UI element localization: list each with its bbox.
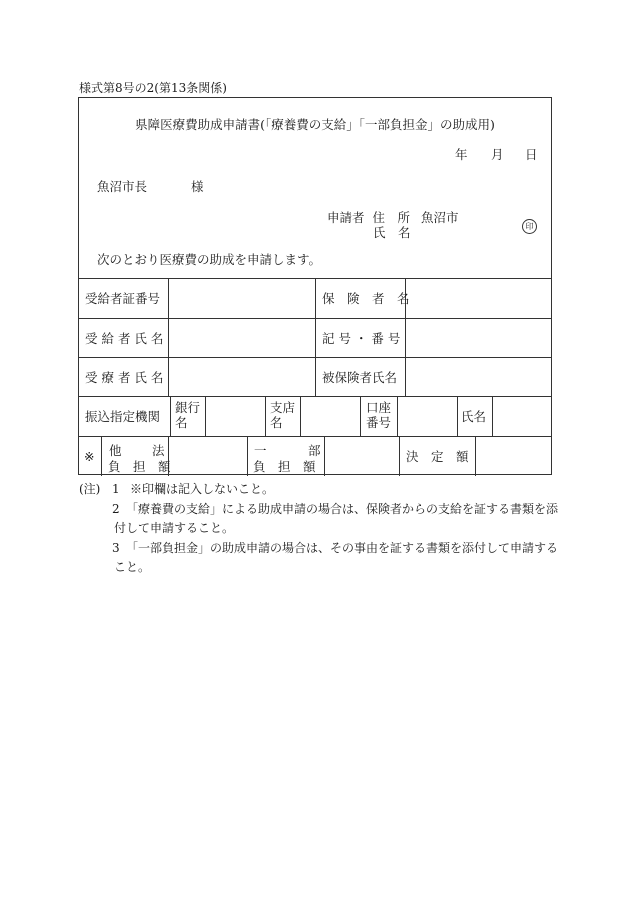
col-divider	[492, 396, 493, 436]
note-3-line-2: こと。	[114, 560, 151, 574]
bank-transfer-label: 振込指定機関	[85, 409, 161, 424]
application-form	[78, 97, 552, 475]
col-divider	[170, 396, 171, 436]
address-value: 魚沼市	[421, 210, 459, 225]
note-3-line-1: 「一部負担金」の助成申請の場合は、その事由を証する書類を添付して申請する	[126, 541, 559, 555]
col-divider	[205, 396, 206, 436]
date-day-label: 日	[525, 147, 538, 162]
cert-number-label: 受給者証番号	[85, 291, 161, 306]
col-divider	[101, 436, 102, 476]
col-divider	[300, 396, 301, 436]
bank-label-line2: 名	[175, 415, 188, 430]
branch-label-line1: 支店	[270, 400, 296, 415]
form-id: 様式第8号の2(第13条関係)	[79, 81, 227, 95]
request-text: 次のとおり医療費の助成を申請します。	[97, 252, 322, 267]
partial-burden-label-b: 部	[308, 443, 321, 458]
col-divider	[360, 396, 361, 436]
note-2-line-1: 「療養費の支給」による助成申請の場合は、保険者からの支給を証する書類を添	[126, 502, 559, 516]
branch-label-line2: 名	[270, 415, 283, 430]
note-1-text: ※印欄は記入しないこと。	[130, 482, 275, 496]
col-divider	[475, 436, 476, 476]
bank-name-label	[175, 400, 200, 430]
col-divider	[324, 436, 325, 476]
name-label: 氏 名	[373, 225, 411, 240]
col-divider	[168, 278, 169, 396]
date-year-label: 年	[455, 147, 468, 162]
insured-name-label: 被保険者氏名	[322, 369, 398, 385]
col-divider	[397, 396, 398, 436]
branch-name-label	[270, 400, 295, 430]
col-divider	[315, 278, 316, 396]
note-1-number: 1	[112, 482, 120, 496]
patient-name-label: 受 療 者 氏 名	[85, 369, 164, 385]
col-divider	[265, 396, 266, 436]
applicant-role: 申請者	[327, 210, 365, 225]
note-3-number: 3	[112, 541, 120, 555]
symbol-number-label: 記 号 ・ 番 号	[322, 330, 401, 346]
note-2-line-2: 付して申請すること。	[114, 521, 235, 535]
recipient-name-label: 受 給 者 氏 名	[85, 330, 164, 346]
partial-burden-label-a: 一	[254, 443, 267, 458]
address-label: 住 所	[372, 210, 410, 225]
decision-amount-label: 決 定 額	[406, 449, 469, 464]
account-label-line1: 口座	[366, 400, 392, 415]
col-divider	[399, 436, 400, 476]
col-divider	[457, 396, 458, 436]
account-holder-label: 氏名	[461, 409, 487, 424]
date-month-label: 月	[491, 147, 504, 162]
partial-burden-amount-label: 負 担 額	[253, 459, 316, 474]
notes-prefix: (注)	[79, 482, 101, 496]
account-number-label	[366, 400, 391, 430]
account-label-line2: 番号	[366, 415, 392, 430]
seal-mark: 印	[522, 219, 537, 234]
office-use-mark: ※	[84, 448, 95, 464]
other-law-amount-label: 負 担 額	[108, 459, 171, 474]
bank-label-line1: 銀行	[175, 400, 201, 415]
form-title: 県障医療費助成申請書(「療養費の支給」「一部負担金」の助成用)	[135, 117, 495, 132]
other-law-label-a: 他	[109, 443, 122, 458]
honorific: 様	[191, 179, 204, 194]
note-2-number: 2	[112, 502, 120, 516]
row-divider	[79, 436, 551, 437]
other-law-label-b: 法	[152, 443, 165, 458]
addressee: 魚沼市長	[97, 179, 148, 194]
col-divider	[247, 436, 248, 476]
insurer-name-label: 保 険 者 名	[322, 291, 410, 306]
